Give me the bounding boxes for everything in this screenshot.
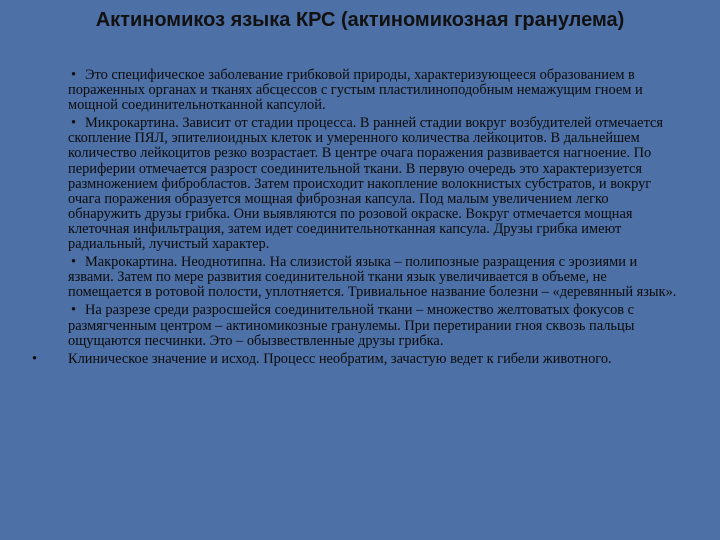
paragraph-text: Это специфическое заболевание грибковой природы, характеризующееся образованием в пораженных органах и тканях абсцессов с густым пластилиноподобным немажущим гноем и мощной соединительнотканной капсулой. bbox=[68, 67, 643, 114]
paragraph-section bbox=[68, 303, 680, 348]
paragraph-definition bbox=[68, 68, 680, 113]
paragraph-text: Макрокартина. Неоднотипна. На слизистой языка – полипозные разращения с эрозиями и язвами. Затем по мере развития соединительной ткани язык увеличивается в объеме, не помещается в ротовой полости, уплотняется. Тривиальное название болезни – «деревянный язык». bbox=[68, 254, 677, 301]
bullet-marker: • bbox=[71, 254, 77, 271]
paragraph-text: Клиническое значение и исход. Процесс необратим, зачастую ведет к гибели животного. bbox=[68, 350, 612, 367]
bullet-marker: • bbox=[71, 115, 77, 132]
paragraph-clinical bbox=[32, 350, 680, 367]
bullet-marker: • bbox=[32, 350, 38, 367]
bullet-marker: • bbox=[71, 67, 77, 83]
paragraph-text: Микрокартина. Зависит от стадии процесса. В ранней стадии вокруг возбудителей отмечается скопление ПЯЛ, эпителиоидных клеток и умеренного количества лейкоцитов. В дальнейшем количество лейкоцитов резко возрастает. В центре очага поражения развивается нагноение. По периферии отмечается разрост соединительной ткани. В первую очередь это характеризуется размножением фибробластов. Затем происходит накопление волокнистых субстратов, и вокруг очага поражения образуется мощная фиброзная капсула. Под малым увеличением легко обнаружить друзы грибка. Они выявляются по розовой окраске. Вокруг отмечается мощная клеточная инфильтрация, затем идет соединительнотканная капсула. Друзы грибка имеют радиальный, лучистый характер. bbox=[68, 115, 664, 253]
slide-title: Актиномикоз языка КРС (актиномикозная гранулема) bbox=[95, 9, 625, 31]
slide-body bbox=[32, 67, 680, 367]
paragraph-text: На разрезе среди разросшейся соединительной ткани – множество желтоватых фокусов с размягченным центром – актиномикозные гранулемы. При перетирании гноя сквозь пальцы ощущаются песчинки. Это – обызвествленные друзы грибка. bbox=[68, 302, 635, 349]
bullet-marker: • bbox=[71, 302, 77, 319]
paragraph-microscopy bbox=[68, 116, 680, 252]
paragraph-macroscopy bbox=[68, 255, 680, 300]
